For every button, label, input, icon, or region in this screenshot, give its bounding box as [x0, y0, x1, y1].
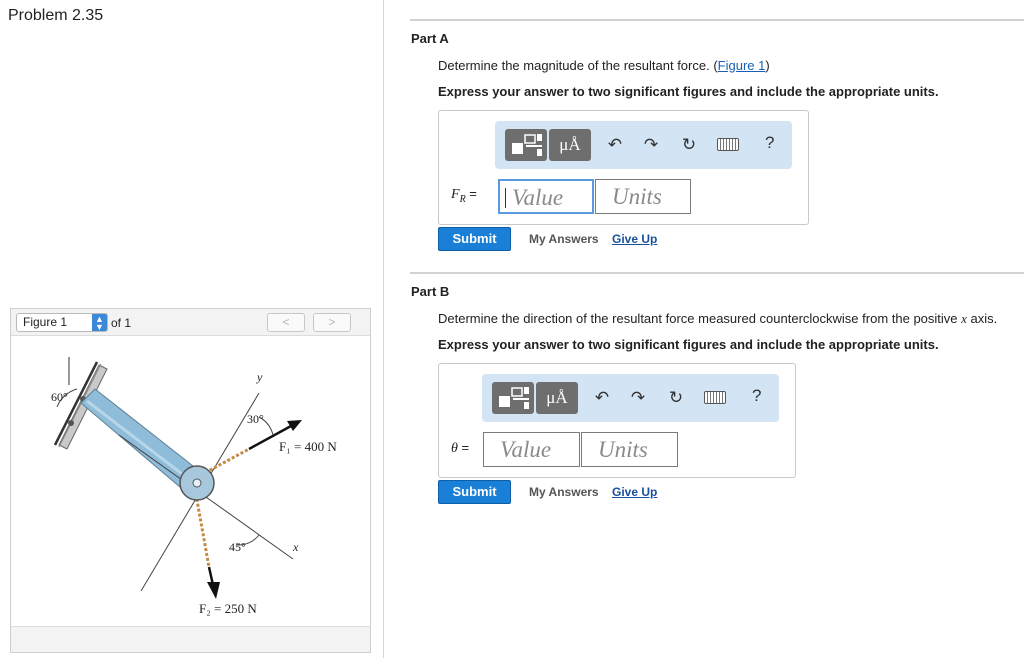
axis-x-label: x — [293, 540, 299, 554]
angle-f2-label: 45° — [229, 540, 246, 554]
help-icon[interactable]: ? — [752, 386, 762, 405]
text-caret — [505, 188, 506, 208]
part-b-equation-toolbar — [482, 374, 779, 422]
figure-select[interactable] — [16, 313, 108, 332]
part-a-submit-button[interactable]: Submit — [438, 227, 511, 251]
left-panel — [0, 0, 384, 658]
templates-button[interactable] — [505, 129, 547, 161]
part-b-divider — [410, 272, 1024, 274]
part-a-variable-label: $F_R$ = — [451, 186, 477, 205]
part-b-give-up-link[interactable]: Give Up — [612, 485, 658, 499]
templates-button[interactable] — [492, 382, 534, 414]
part-a-divider — [410, 19, 1024, 21]
part-a-my-answers-link[interactable]: My Answers — [529, 232, 599, 246]
part-a-give-up-link[interactable]: Give Up — [612, 232, 658, 246]
redo-icon[interactable]: ↷ — [643, 135, 659, 154]
f2-label: F₂ = 250 N — [199, 601, 257, 616]
part-b-question: Determine the direction of the resultant force measured counterclockwise from the positive x axis. — [438, 311, 998, 326]
part-b-submit-button[interactable]: Submit — [438, 480, 511, 504]
templates-icon — [492, 382, 534, 414]
redo-icon[interactable]: ↷ — [630, 388, 646, 407]
figure-prev-button[interactable]: < — [267, 313, 305, 332]
reset-icon[interactable]: ↻ — [668, 388, 684, 407]
part-b-value-input[interactable]: Value — [483, 432, 580, 467]
undo-icon[interactable]: ↶ — [607, 135, 623, 154]
templates-icon — [505, 129, 547, 161]
f1-label: F₁ = 400 N — [279, 439, 337, 454]
part-a-title: Part A — [411, 31, 449, 46]
keyboard-icon[interactable] — [704, 391, 726, 404]
part-a-answer-box — [438, 110, 809, 225]
chevron-updown-icon: ▲ ▼ — [92, 314, 107, 331]
part-b-answer-box — [438, 363, 796, 478]
help-icon[interactable]: ? — [765, 133, 775, 152]
figure-viewer — [10, 308, 371, 653]
part-b-my-answers-link[interactable]: My Answers — [529, 485, 599, 499]
angle-wall-label: 60° — [51, 390, 68, 404]
keyboard-icon[interactable] — [717, 138, 739, 151]
part-b-title: Part B — [411, 284, 450, 299]
part-a-equation-toolbar — [495, 121, 792, 169]
part-b-instruction: Express your answer to two significant figures and include the appropriate units. — [438, 337, 939, 352]
figure-footer — [11, 626, 370, 652]
part-a-units-input[interactable]: Units — [595, 179, 691, 214]
angle-f1-label: 30° — [247, 412, 264, 426]
units-button[interactable]: μÅ — [549, 129, 591, 161]
figure-count-label: of 1 — [111, 316, 132, 330]
force-diagram — [11, 337, 370, 627]
axis-y-label: y — [257, 370, 263, 384]
figure-link[interactable]: Figure 1 — [717, 58, 766, 73]
reset-icon[interactable]: ↻ — [681, 135, 697, 154]
problem-title: Problem 2.35 — [8, 7, 104, 24]
undo-icon[interactable]: ↶ — [594, 388, 610, 407]
units-button[interactable]: μÅ — [536, 382, 578, 414]
part-b-units-input[interactable]: Units — [581, 432, 678, 467]
part-a-value-input[interactable]: Value — [498, 179, 594, 214]
figure-next-button[interactable]: > — [313, 313, 351, 332]
part-b-variable-label: θ = — [451, 440, 470, 456]
figure-toolbar — [11, 309, 370, 336]
part-a-question: Determine the magnitude of the resultant force. (Figure 1) — [438, 58, 770, 73]
figure-select-value: Figure 1 — [23, 315, 68, 329]
part-a-instruction: Express your answer to two significant figures and include the appropriate units. — [438, 84, 939, 99]
